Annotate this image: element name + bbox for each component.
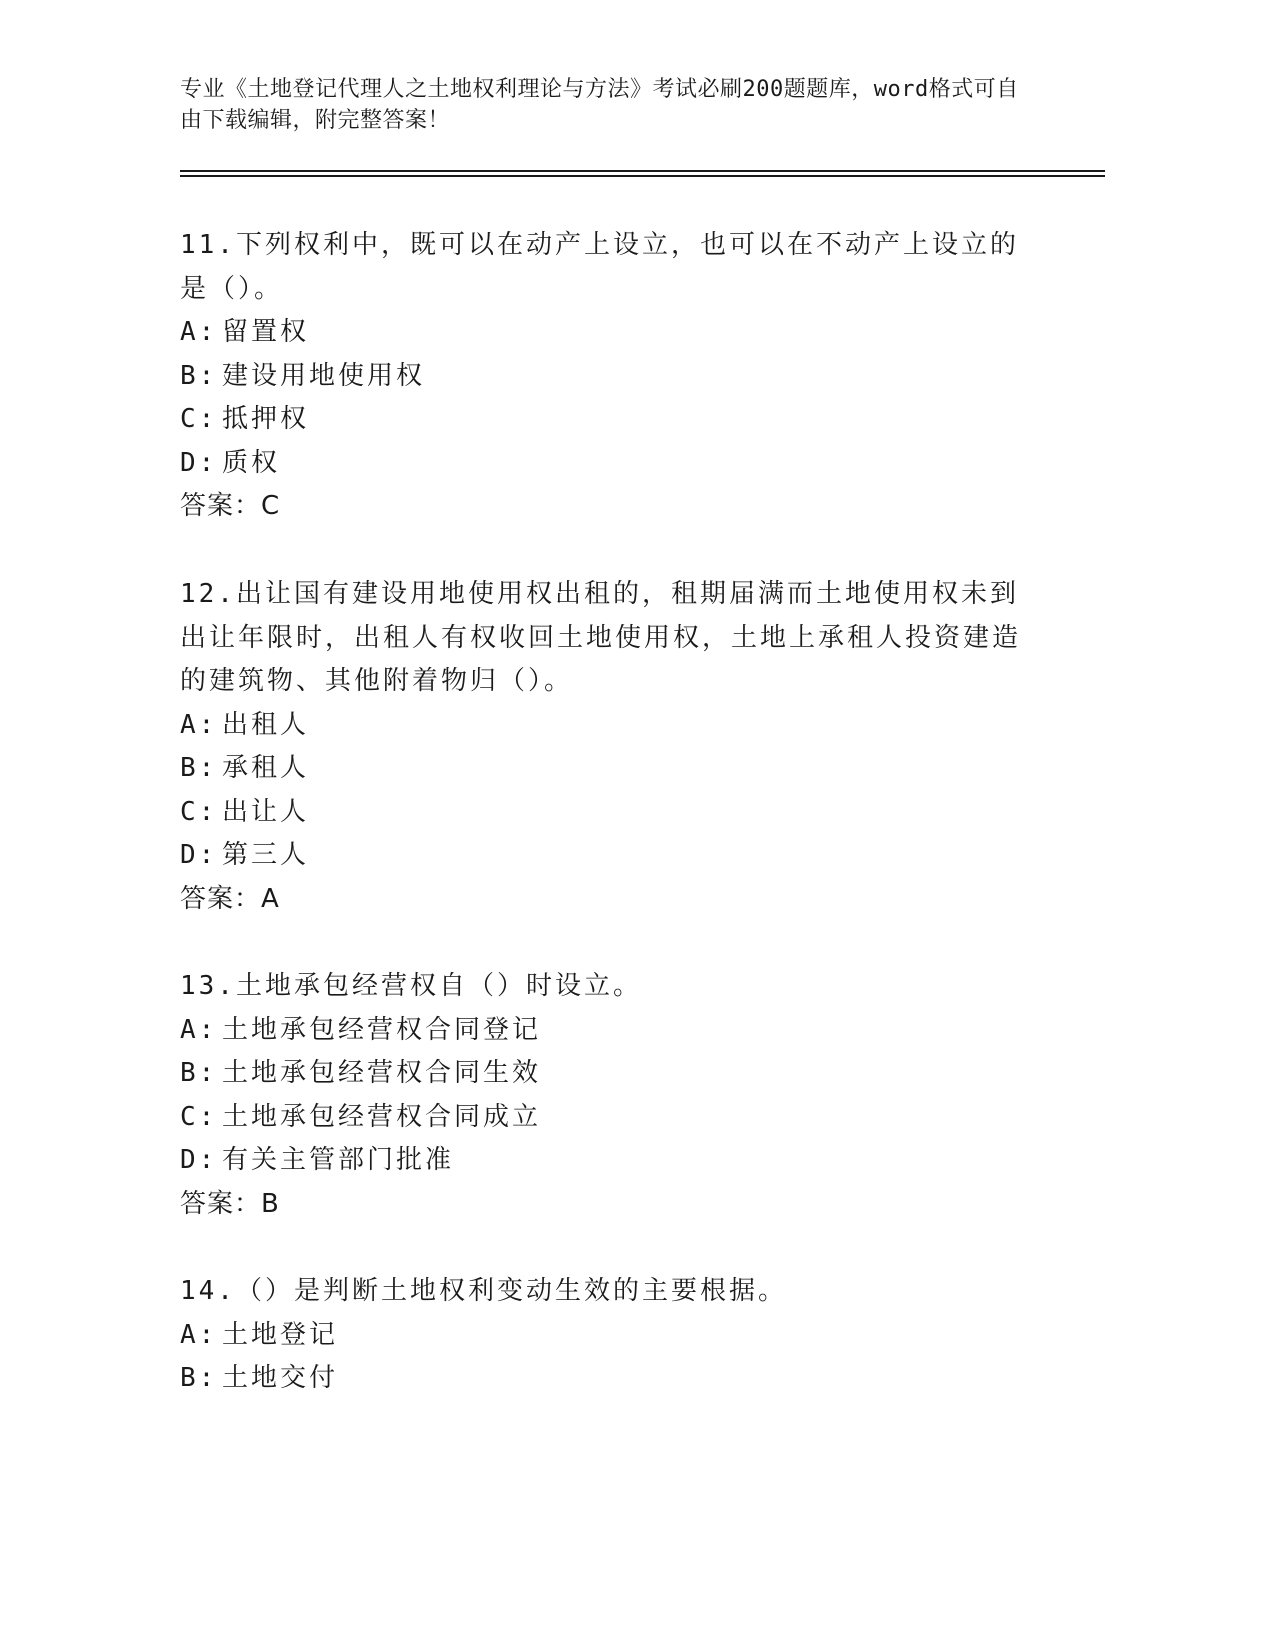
option-a xyxy=(180,1009,1030,1053)
option-text: 建设用地使用权 xyxy=(222,360,426,391)
header-rule-top xyxy=(180,170,1105,172)
option-key: B: xyxy=(180,753,218,783)
option-b xyxy=(180,355,1030,399)
option-d xyxy=(180,834,1030,878)
option-d xyxy=(180,442,1030,486)
option-text: 土地登记 xyxy=(222,1319,339,1350)
option-a xyxy=(180,1314,1030,1358)
option-c xyxy=(180,1096,1030,1140)
option-text: 土地承包经营权合同登记 xyxy=(222,1014,542,1045)
option-d xyxy=(180,1139,1030,1183)
question-stem: 13.土地承包经营权自（）时设立。 xyxy=(180,971,642,1001)
option-key: D: xyxy=(180,447,218,478)
option-text: 有关主管部门批准 xyxy=(222,1145,455,1175)
option-c xyxy=(180,791,1030,835)
question-stem: 14.（）是判断土地权利变动生效的主要根据。 xyxy=(180,1276,787,1306)
option-key: A: xyxy=(180,317,218,347)
answer-line: 答案：B xyxy=(180,1188,280,1219)
option-key: C: xyxy=(180,404,218,434)
option-key: C: xyxy=(180,1101,218,1132)
option-key: B: xyxy=(180,360,218,391)
option-text: 土地交付 xyxy=(222,1363,339,1393)
option-text: 抵押权 xyxy=(222,404,310,434)
option-key: B: xyxy=(180,1363,218,1393)
answer-line: 答案：C xyxy=(180,491,281,521)
option-text: 土地承包经营权合同生效 xyxy=(222,1058,542,1088)
answer-line: 答案：A xyxy=(180,883,280,914)
option-key: D: xyxy=(180,840,218,870)
option-b xyxy=(180,1052,1030,1096)
option-key: A: xyxy=(180,1014,218,1045)
document-header: 专业《土地登记代理人之土地权利理论与方法》考试必刷200题题库，word格式可自由下载编辑，附完整答案！ xyxy=(180,77,1019,133)
option-text: 质权 xyxy=(222,447,281,478)
option-text: 留置权 xyxy=(222,317,310,347)
question-stem: 12.出让国有建设用地使用权出租的，租期届满而土地使用权未到出让年限时，出租人有权收回土地使用权，土地上承租人投资建造的建筑物、其他附着物归（）。 xyxy=(180,579,1022,696)
option-b xyxy=(180,1357,1030,1401)
option-text: 第三人 xyxy=(222,840,310,870)
question-12 xyxy=(180,573,1030,921)
option-a xyxy=(180,704,1030,748)
header-rule-bottom xyxy=(180,175,1105,177)
question-11 xyxy=(180,224,1030,529)
option-key: D: xyxy=(180,1145,218,1175)
option-key: C: xyxy=(180,796,218,827)
option-text: 承租人 xyxy=(222,753,310,783)
option-c xyxy=(180,398,1030,442)
option-key: A: xyxy=(180,1319,218,1350)
option-text: 土地承包经营权合同成立 xyxy=(222,1101,542,1132)
question-stem: 11.下列权利中，既可以在动产上设立，也可以在不动产上设立的是（）。 xyxy=(180,230,1019,304)
option-b xyxy=(180,747,1030,791)
option-text: 出让人 xyxy=(222,796,310,827)
option-text: 出租人 xyxy=(222,709,310,740)
question-14 xyxy=(180,1270,1030,1401)
option-key: B: xyxy=(180,1058,218,1088)
question-13 xyxy=(180,965,1030,1226)
option-a xyxy=(180,311,1030,355)
option-key: A: xyxy=(180,709,218,740)
